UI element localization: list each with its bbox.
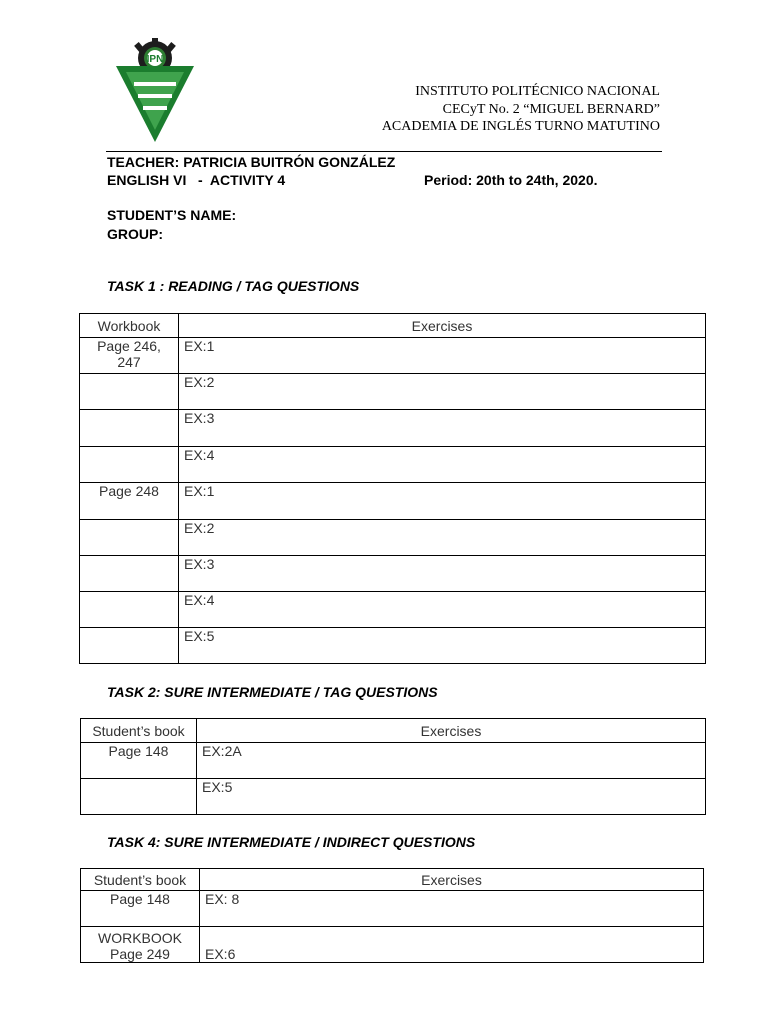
exercise-cell: EX:4 <box>179 592 706 628</box>
table-row <box>80 483 706 520</box>
column-header: Exercises <box>200 869 704 891</box>
book-page-cell <box>80 628 179 664</box>
exercise-cell: EX:1 <box>179 483 706 520</box>
book-page-cell: Page 148 <box>81 891 200 927</box>
header-divider <box>106 151 662 152</box>
exercise-cell: EX:5 <box>179 628 706 664</box>
book-page-cell <box>80 410 179 447</box>
table-header-row <box>81 719 706 743</box>
book-page-cell <box>80 592 179 628</box>
column-header: Student’s book <box>81 719 197 743</box>
table-row <box>80 374 706 410</box>
exercise-cell: EX:5 <box>197 779 706 815</box>
exercise-cell: EX:4 <box>179 447 706 483</box>
table-header-row <box>81 869 704 891</box>
table-row <box>80 410 706 447</box>
exercise-cell: EX:6 <box>200 927 704 963</box>
exercise-cell: EX:3 <box>179 410 706 447</box>
book-page-cell: Page 248 <box>80 483 179 520</box>
table-row <box>80 338 706 374</box>
exercise-cell: EX:2A <box>197 743 706 779</box>
table-row <box>80 447 706 483</box>
academy-name: ACADEMIA DE INGLÉS TURNO MATUTINO <box>381 119 660 134</box>
task4-table <box>80 868 704 963</box>
task1-table <box>79 313 706 664</box>
task2-title: TASK 2: SURE INTERMEDIATE / TAG QUESTIONS <box>107 684 438 700</box>
book-page-cell <box>80 447 179 483</box>
exercise-cell: EX:3 <box>179 556 706 592</box>
column-header: Student’s book <box>81 869 200 891</box>
table-row <box>80 628 706 664</box>
task4-title: TASK 4: SURE INTERMEDIATE / INDIRECT QUESTIONS <box>107 834 476 850</box>
book-page-cell <box>80 374 179 410</box>
book-page-cell <box>81 779 197 815</box>
exercise-cell: EX:2 <box>179 374 706 410</box>
exercise-cell: EX:2 <box>179 520 706 556</box>
student-name-label: STUDENT’S NAME: <box>107 207 237 223</box>
column-header: Exercises <box>179 314 706 338</box>
institution-header <box>382 83 660 136</box>
book-page-cell <box>80 520 179 556</box>
column-header: Workbook <box>80 314 179 338</box>
table-header-row <box>80 314 706 338</box>
book-page-cell: Page 148 <box>81 743 197 779</box>
logo-text: IPN <box>146 54 164 65</box>
column-header: Exercises <box>197 719 706 743</box>
exercise-cell: EX: 8 <box>200 891 704 927</box>
course-line: ENGLISH VI - ACTIVITY 4 <box>107 172 286 188</box>
table-row <box>80 520 706 556</box>
institution-name: INSTITUTO POLITÉCNICO NACIONAL <box>415 84 660 99</box>
table-row <box>80 592 706 628</box>
table-row <box>81 927 704 963</box>
book-page-cell: WORKBOOK Page 249 <box>81 927 200 963</box>
table-row <box>81 743 706 779</box>
school-name: CECyT No. 2 “MIGUEL BERNARD” <box>442 101 660 117</box>
period-line: Period: 20th to 24th, 2020. <box>424 172 598 188</box>
task2-table <box>80 718 706 815</box>
table-row <box>81 891 704 927</box>
task1-title: TASK 1 : READING / TAG QUESTIONS <box>107 278 360 294</box>
book-page-cell <box>80 556 179 592</box>
book-page-cell: Page 246, 247 <box>80 338 179 374</box>
table-row <box>81 779 706 815</box>
exercise-cell: EX:1 <box>179 338 706 374</box>
group-label: GROUP: <box>107 226 163 242</box>
school-logo <box>112 38 198 144</box>
teacher-line: TEACHER: PATRICIA BUITRÓN GONZÁLEZ <box>107 154 396 170</box>
table-row <box>80 556 706 592</box>
